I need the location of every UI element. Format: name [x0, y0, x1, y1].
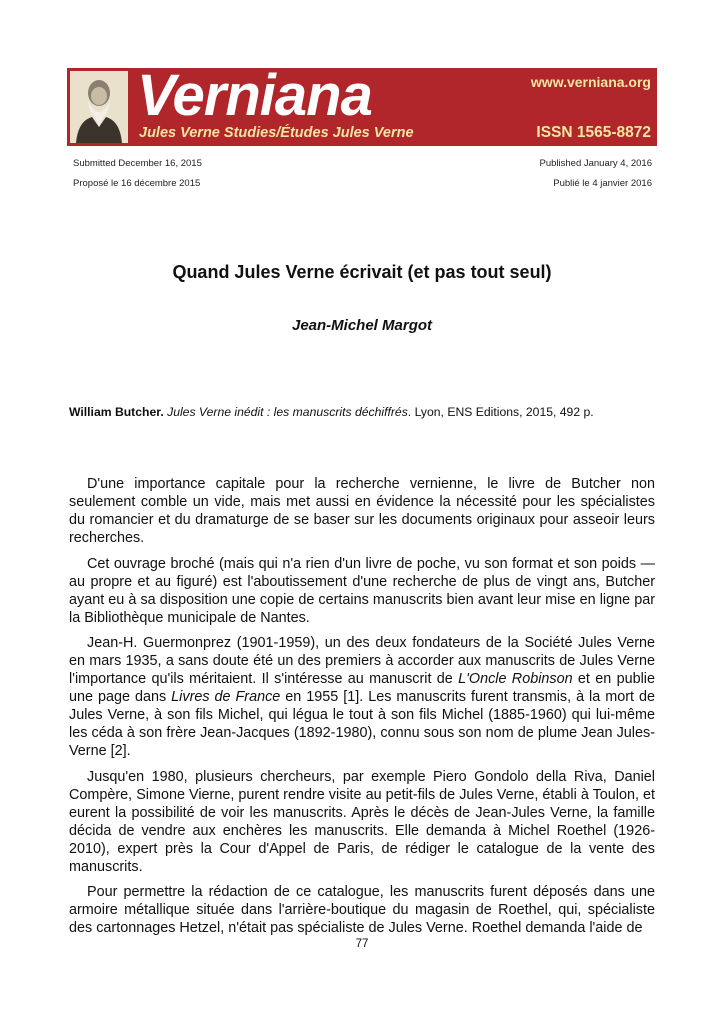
paragraph-3 — [69, 634, 655, 760]
journal-masthead: Verniana — [137, 68, 372, 128]
journal-banner — [67, 68, 657, 146]
paragraph-1: D'une importance capitale pour la recherche vernienne, le livre de Butcher non seulement comble un vide, mais met aussi en évidence la nécessité pour les spécialistes du romancier et du dramaturge de se baser sur les documents originaux pour asseoir leurs recherches. — [69, 476, 655, 546]
paragraph-3-text: Jean-H. Guermonprez (1901-1959), un des deux fondateurs de la Société Jules Verne en mars 1935, a sans doute été un des premiers à accorder aux manuscrits de Jules Verne l'importance qu'ils méritaient. Il s'intéresse au manuscrit de — [69, 635, 655, 687]
journal-url[interactable]: www.verniana.org — [530, 74, 651, 90]
journal-issn: ISSN 1565-8872 — [536, 124, 651, 141]
citation-details: . Lyon, ENS Editions, 2015, 492 p. — [407, 405, 594, 419]
jules-verne-portrait — [70, 71, 128, 143]
submitted-date-fr: Proposé le 16 décembre 2015 — [73, 178, 201, 189]
article-author: Jean-Michel Margot — [291, 317, 433, 334]
paragraph-3-text: en 1955 [1]. Les manuscrits furent transmis, à la mort de Jules Verne, à son fils Michel, qui légua le tout à son fils Michel (1885-1960) qui lui-même les céda à son frère Jean-Jacques (1892-1980), connu sous son nom de plume Jean Jules-Verne [2]. — [69, 689, 655, 759]
submitted-date-en: Submitted December 16, 2015 — [73, 158, 202, 169]
page-number: 77 — [355, 938, 369, 950]
paragraph-2: Cet ouvrage broché (mais qui n'a rien d'un livre de poche, vu son format et son poids — au propre et au figuré) est l'aboutissement d'une recherche de plus de vingt ans, Butcher ayant eu à sa disposition une copie de certains manuscrits bien avant leur mise en ligne par la Bibliothèque municipale de Nantes. — [69, 555, 655, 626]
book-citation — [69, 405, 669, 419]
published-date-en: Published January 4, 2016 — [539, 158, 652, 169]
citation-author: William Butcher. — [69, 405, 164, 419]
article-body — [69, 475, 655, 945]
paragraph-3-text: et en publie une page dans — [69, 671, 655, 705]
oncle-robinson-title: L'Oncle Robinson — [458, 671, 573, 687]
citation-title: Jules Verne inédit : les manuscrits déchiffrés — [167, 405, 408, 419]
paragraph-4: Jusqu'en 1980, plusieurs chercheurs, par exemple Piero Gondolo della Riva, Daniel Compère, Simone Vierne, purent rendre visite au petit-fils de Jules Verne, établi à Toulon, et eurent la possibilité de voir les manuscrits. Après le décès de Jean-Jules Verne, la famille décida de vendre aux enchères les manuscrits. Elle demanda à Michel Roethel (1926-2010), expert près la Cour d'Appel de Paris, de rédiger le catalogue de la vente des manuscrits. — [69, 768, 655, 875]
article-title: Quand Jules Verne écrivait (et pas tout seul) — [172, 262, 552, 282]
published-date-fr: Publié le 4 janvier 2016 — [553, 178, 652, 189]
paragraph-5: Pour permettre la rédaction de ce catalogue, les manuscrits furent déposés dans une armoire métallique située dans l'arrière-boutique du magasin de Roethel, qui, spécialiste des cartonnages Hetzel, n'était pas spécialiste de Jules Verne. Roethel demanda l'aide de — [69, 884, 655, 936]
livres-de-france-title: Livres de France — [171, 689, 281, 705]
journal-subtitle: Jules Verne Studies/Études Jules Verne — [139, 125, 414, 141]
